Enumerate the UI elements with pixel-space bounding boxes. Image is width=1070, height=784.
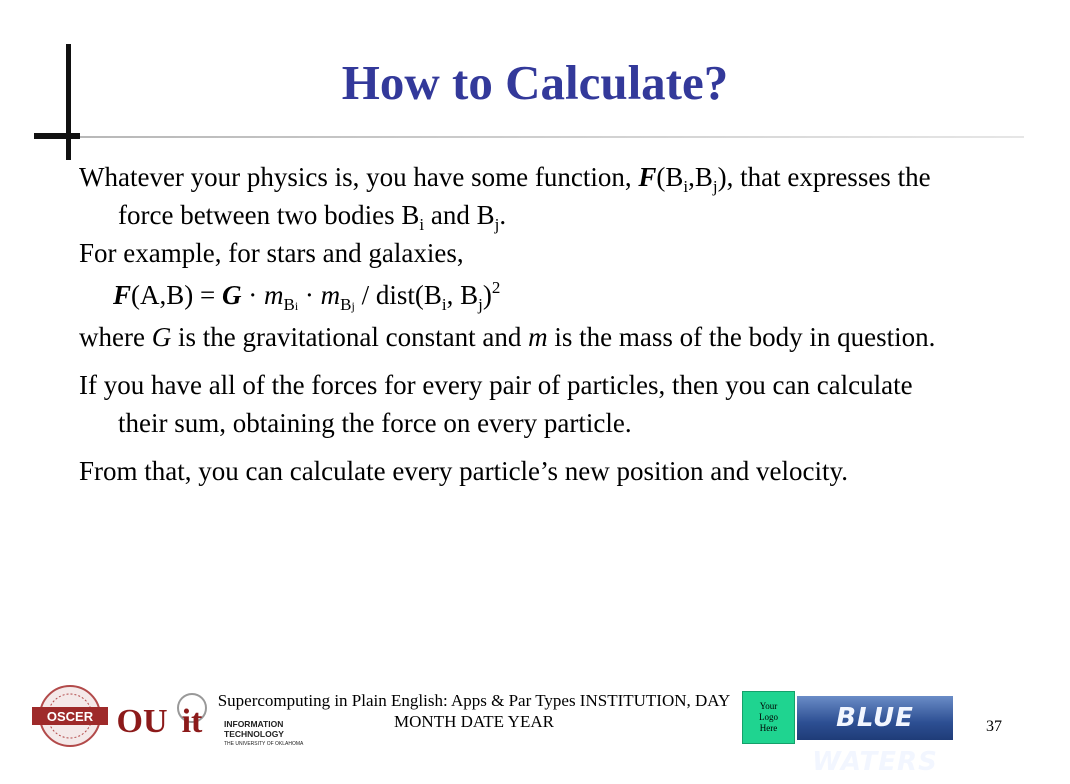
oit-line-2: TECHNOLOGY [224, 729, 284, 739]
subscript [283, 295, 298, 314]
paragraph-where [79, 318, 959, 356]
subscript [340, 295, 355, 314]
symbol-m: m [320, 280, 341, 310]
symbol-G: G [221, 280, 242, 310]
subscript: i [419, 215, 425, 234]
subscript: j [478, 295, 483, 314]
oit-line-1: INFORMATION [224, 719, 284, 729]
title-rule [80, 136, 1024, 138]
footer-line-1: Supercomputing in Plain English: Apps & Par Types INSTITUTION, DAY [217, 691, 731, 710]
subscript: j [712, 177, 718, 196]
text: , B [446, 280, 479, 310]
text: · [241, 280, 264, 310]
logo-line: Your [759, 701, 778, 711]
logo-line: Logo [759, 712, 778, 722]
text: · [298, 280, 321, 310]
subsubscript: j [351, 299, 355, 313]
subscript: i [441, 295, 447, 314]
paragraph-position: From that, you can calculate every particle’s new position and velocity. [79, 456, 848, 486]
superscript: 2 [491, 278, 501, 297]
text: and B [424, 200, 495, 230]
subsubscript: i [294, 299, 299, 313]
slide-body [79, 158, 959, 490]
footer-caption [170, 690, 778, 732]
text: is the gravitational constant and [171, 322, 529, 352]
oit-it-text: it [181, 703, 203, 740]
subscript-B: B [283, 295, 295, 314]
text: / dist(B [354, 280, 442, 310]
text: ,B [688, 162, 713, 192]
oit-line-3: THE UNIVERSITY OF OKLAHOMA [224, 741, 304, 747]
symbol-m: m [263, 280, 284, 310]
gravity-formula [79, 276, 959, 314]
paragraph-function [79, 158, 959, 234]
ou-logo [116, 686, 168, 746]
text: ), that expresses the force between two bodies B [118, 162, 931, 230]
oscer-text: OSCER [46, 709, 94, 724]
text: ) [482, 280, 492, 310]
text: . [499, 200, 507, 230]
subscript: i [683, 177, 689, 196]
symbol-F: F [638, 162, 657, 192]
logo-placeholder [742, 691, 795, 744]
logo-line: Here [759, 723, 778, 733]
paragraph-forces: If you have all of the forces for every pair of particles, then you can calculate their sum, obtaining the force on every particle. [79, 370, 913, 438]
decorative-horizontal-line [34, 133, 80, 139]
slide-title: How to Calculate? [341, 55, 729, 110]
text: is the mass of the body in question. [547, 322, 936, 352]
paragraph-example: For example, for stars and galaxies, [79, 238, 464, 268]
ou-text: OU [116, 703, 168, 740]
symbol-m: m [528, 322, 548, 352]
page-number: 37 [986, 718, 1002, 735]
subscript: j [494, 215, 500, 234]
text: (B [656, 162, 684, 192]
subscript-B: B [340, 295, 352, 314]
blue-waters-logo: BLUE WATERS [797, 696, 953, 740]
footer-line-2: MONTH DATE YEAR [394, 712, 554, 731]
symbol-G: G [151, 322, 172, 352]
oscer-seal-logo [24, 684, 116, 748]
text: Whatever your physics is, you have some function, [79, 162, 639, 192]
text: (A,B) = [131, 280, 222, 310]
text: where [79, 322, 152, 352]
symbol-F: F [113, 280, 132, 310]
